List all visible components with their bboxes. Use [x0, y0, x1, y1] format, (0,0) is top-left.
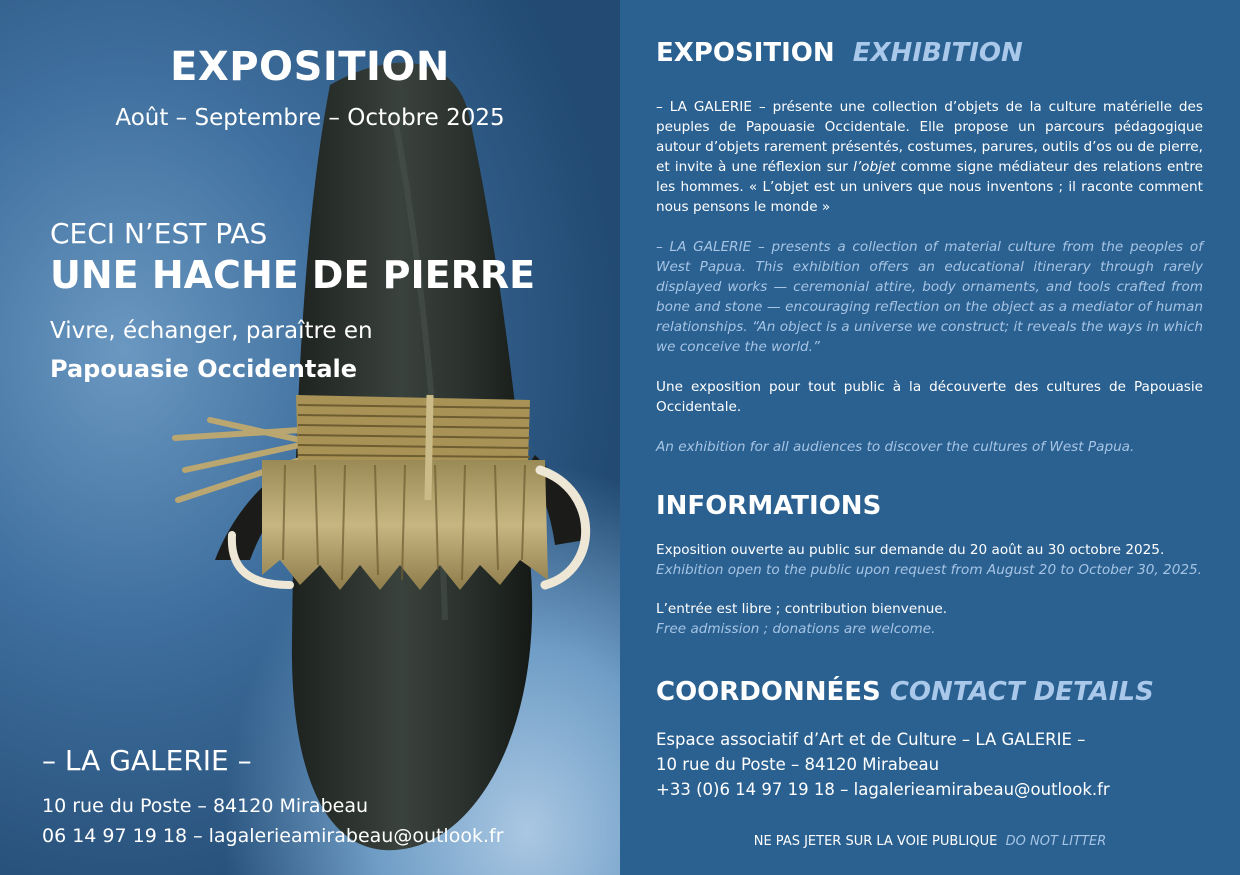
opening-french: Exposition ouverte au public sur demande du 20 août au 30 octobre 2025. [656, 542, 1165, 558]
intro-english: – LA GALERIE – presents a collection of material culture from the peoples of West Papua. This exhibition offers an educational itinerary through rarely displayed works — ceremonial attire, body ornaments, and tools crafted from bone and stone — encouraging reflection on the object as a mediator of human relationships. “An object is a universe we construct; it reveals the ways in which we conceive the world.” [656, 239, 1203, 355]
poster-dates: Août – Septembre – Octobre 2025 [115, 105, 505, 131]
headline-main: UNE HACHE DE PIERRE [50, 253, 536, 297]
entry-french: L’entrée est libre ; contribution bienvenue. [656, 601, 948, 617]
intro-fr-part2: comme signe médiateur des relations entre les hommes. « L’objet est un univers que nous inventons ; il raconte comment nous pensons le monde » [656, 159, 1203, 215]
footer-french: NE PAS JETER SUR LA VOIE PUBLIQUE [753, 834, 998, 849]
subtitle-line2: Papouasie Occidentale [50, 355, 358, 383]
contact-phone-email: +33 (0)6 14 97 19 18 – lagalerieamirabeau@outlook.fr [656, 780, 1110, 799]
audience-french: Une exposition pour tout public à la découverte des cultures de Papouasie Occidentale. [656, 379, 1203, 415]
opening-english: Exhibition open to the public upon request from August 20 to October 30, 2025. [656, 562, 1202, 578]
info-heading: INFORMATIONS [656, 491, 882, 521]
gallery-name: – LA GALERIE – [42, 744, 252, 777]
exhibition-heading [656, 38, 1023, 68]
headline-top: CECI N’EST PAS [50, 217, 268, 250]
gallery-address: 10 rue du Poste – 84120 Mirabeau [42, 795, 369, 817]
exhibition-heading-fr: EXPOSITION [656, 38, 835, 68]
contact-heading-en: CONTACT DETAILS [889, 677, 1154, 707]
contact-heading [656, 677, 1154, 707]
intro-fr-italic: l’objet [853, 159, 896, 175]
intro-french [656, 97, 1203, 217]
poster-title: EXPOSITION [170, 44, 450, 90]
audience-english: An exhibition for all audiences to discover the cultures of West Papua. [656, 439, 1135, 455]
footer-english: DO NOT LITTER [1005, 834, 1107, 849]
contact-organisation: Espace associatif d’Art et de Culture – LA GALERIE – [656, 730, 1086, 749]
info-panel [620, 0, 1240, 875]
contact-address: 10 rue du Poste – 84120 Mirabeau [656, 755, 940, 774]
intro-fr-part1: – LA GALERIE – présente une collection d’objets de la culture matérielle des peuples de Papouasie Occidentale. Elle propose un parcours pédagogique autour d’objets rarement présentés, costumes, parures, outils d’os ou de pierre, et invite à une réflexion sur [656, 99, 1203, 175]
contact-heading-fr: COORDONNÉES [656, 677, 881, 707]
entry-english: Free admission ; donations are welcome. [656, 621, 936, 637]
footer-notice [620, 834, 1240, 849]
subtitle-line1: Vivre, échanger, paraître en [50, 318, 373, 344]
exhibition-heading-en: EXHIBITION [852, 38, 1023, 68]
gallery-phone-email: 06 14 97 19 18 – lagalerieamirabeau@outlook.fr [42, 825, 504, 847]
